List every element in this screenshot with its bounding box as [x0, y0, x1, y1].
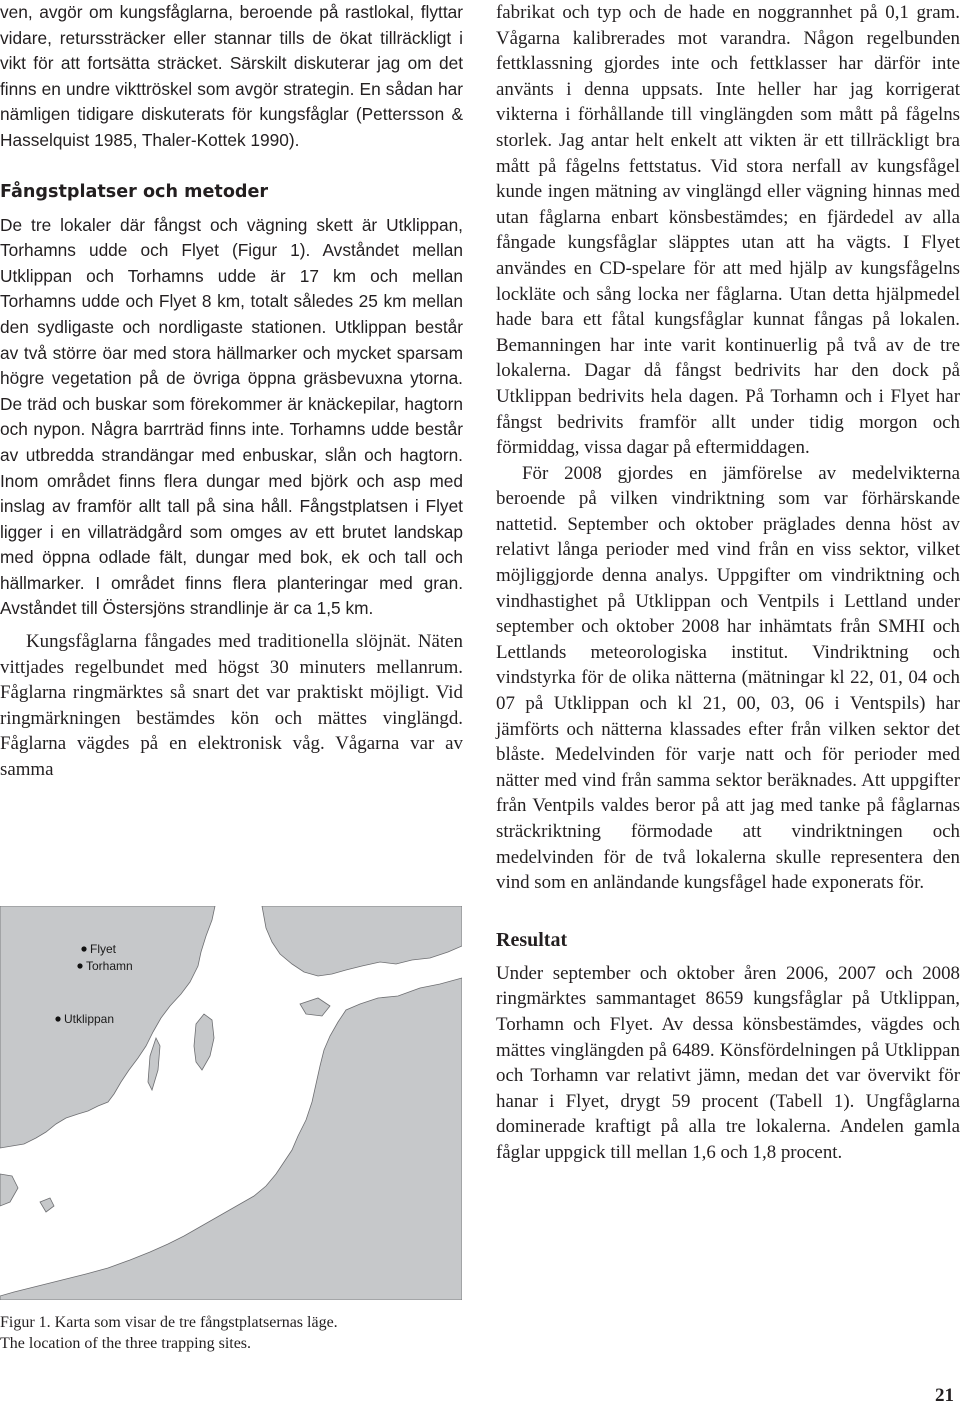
caption-english: The location of the three trapping sites.	[0, 1335, 252, 1352]
figure-caption	[0, 1312, 470, 1354]
paragraph-wind-analysis: För 2008 gjordes en jämförelse av medelvikterna beroende på vilken vindriktning som var förhärskande nattetid. September och oktober präglades denna höst av relativt långa perioder med vind från en viss sektor, vilket möjliggjorde denna analys. Uppgifter om vindriktning och vindhastighet på Utklippan och Ventpils i Lettland under september och oktober 2008 har inhämtats från SMHI och Lettlands meteorologiska institut. Vindriktning och vindstyrka för de olika nätterna (mätningar kl 22, 01, 04 och 07 på Utklippan och kl 21, 00, 03, 06 i Ventspils) har jämförts och nätterna klassades efter från vilken sektor det blåste. Medelvinden för varje natt och för perioder med nätter med vind från samma sektor beräknades. Att uppgifter från Ventpils valdes beror på att jag med tanke på fåglarnas sträckriktning förmodade att vindriktningen och medelvinden för de två lokalerna skulle representera den vind som en anländande kungsfågel hade exponerats för.	[496, 462, 960, 894]
paragraph-intro-continued: ven, avgör om kungsfåglarna, beroende på rastlokal, flyttar vidare, returssträcker eller stannar tills de ökat tillräckligt i vikt för att fortsätta sträcket. Särskilt diskuterar jag om det finns en undre vikttröskel som avgör strategin. En sådan har nämligen tidigare diskuterats för kungsfåglar (Pettersson & Hasselquist 1985, Thaler-Kottek 1990).	[0, 2, 463, 150]
figure-map	[0, 906, 462, 1300]
right-column	[496, 0, 960, 1166]
paragraph-trapping-methods: Kungsfåglarna fångades med traditionella slöjnät. Näten vittjades regelbundet med högst 30 minuters mellanrum. Fåglarna ringmärktes så snart det var praktiskt möjligt. Vid ringmärkningen bestämdes kön och mättes vinglängd. Fåglarna vägdes på en elektronisk våg. Vågarna var av samma	[0, 631, 463, 781]
paragraph-trapping-sites: De tre lokaler där fångst och vägning skett är Utklippan, Torhamns udde och Flyet (Figur 1). Avståndet mellan Utklippan och Torhamns udde är 17 km och mellan Torhamns udde och Flyet 8 km, totalt således 25 km mellan den sydligaste och nordligaste stationen. Utklippan består av två större öar med stora hällmarker och mycket sparsam högre vegetation på de övriga öppna gräsbevuxna ytorna. De träd och buskar som förekommer är knäckepilar, hagtorn och nypon. Några barrträd finns inte. Torhamns udde består av utbredda strandängar med enbuskar, slån och hagtorn. Inom området finns flera dungar med björk och asp med inslag av framför allt tall på sina håll. Fångstplatsen i Flyet ligger i en villaträdgård som omges av ett brutet landskap med öppna odlade fält, dungar med bok, ek och tall och hällmarker. I området finns flera planteringar med gran. Avståndet till Östersjöns strandlinje är ca 1,5 km.	[0, 214, 463, 619]
caption-swedish: Figur 1. Karta som visar de tre fångstplatsernas läge.	[0, 1314, 338, 1331]
site-dot-utklippan	[55, 1016, 60, 1021]
left-column	[0, 0, 463, 783]
map-label-utklippan: Utklippan	[64, 1012, 115, 1026]
map-label-flyet: Flyet	[90, 942, 117, 956]
paragraph-equipment: fabrikat och typ och de hade en noggrannhet på 0,1 gram. Vågarna kalibrerades mot varandra. Någon regelbunden fettklassning gjordes inte och fettklasser har därför inte använts i denna uppsats. Inte heller har jag korrigerat vikterna i förhållande till vinglängden som mått på fågelns storlek. Jag antar helt enkelt att vikten är ett tillräckligt bra mått på fågelns fettstatus. Vid stora nerfall av kungsfågel kunde ingen mätning av vinglängd eller vägning hinnas med utan fåglarna enbart könsbestämdes; en fjärdedel av alla fångade kungsfåglar släpptes utan att ha vägts. I Flyet användes en CD-spelare för att med hjälp av kungsfågelns lockläte och sång locka ner fåglarna. Utan detta hjälpmedel hade bara ett fåtal kungsfåglar kunnat fångas på lokalen. Bemanningen har inte varit kontinuerlig på två av de tre lokalerna. Dagar då fångst bedrivits har den dock på Utklippan bedrivits hela dagen. På Torhamn och i Flyet har fångst bedrivits framför allt under tidig morgon och förmiddag, vissa dagar på eftermiddagen.	[496, 2, 960, 459]
section-heading-results: Resultat	[496, 928, 568, 951]
baltic-sea-map	[0, 906, 462, 1300]
paragraph-results: Under september och oktober åren 2006, 2007 och 2008 ringmärktes sammantaget 8659 kungsfåglar på Utklippan, Torhamn och Flyet. Av dessa könsbestämdes, vägdes och mättes vinglängden på 6489. Könsfördelningen på Utklippan och Torhamn var relativt jämn, medan det var övervikt för hanar i Flyet, drygt 59 procent (Tabell 1). Ungfåglarna dominerade kraftigt på alla tre lokalerna. Andelen gamla fåglar uppgick till mellan 1,6 och 1,8 procent.	[496, 962, 960, 1163]
site-dot-flyet	[81, 946, 86, 951]
page-number: 21	[935, 1385, 954, 1406]
site-dot-torhamn	[77, 963, 82, 968]
section-heading-methods: Fångstplatser och metoder	[0, 181, 269, 202]
map-label-torhamn: Torhamn	[86, 959, 133, 973]
